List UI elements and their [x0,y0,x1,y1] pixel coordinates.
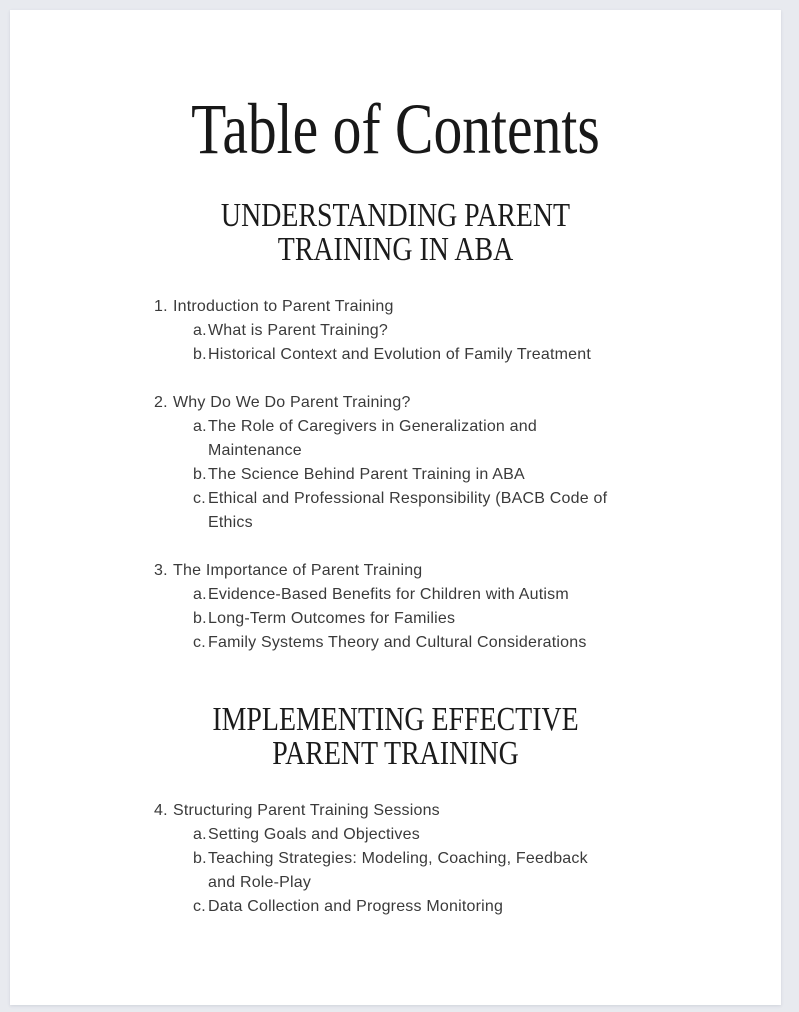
toc-continuation-line [10,871,781,895]
toc-entry-text: Setting Goals and Objectives [208,826,420,843]
toc-subentry [10,415,781,439]
section-heading-line: UNDERSTANDING PARENT [220,197,571,234]
section-heading-line: PARENT TRAINING [272,735,519,772]
toc-entry-text: Ethical and Professional Responsibility (BACB Code of [208,490,608,507]
toc-group [10,295,781,367]
toc-entry [10,559,781,583]
toc-entry-marker: a. [193,826,207,843]
page-title: Table of Contents [191,89,600,169]
toc-entry-text: Introduction to Parent Training [173,298,394,315]
toc-section [10,703,781,919]
document-page [10,10,781,1005]
toc-entry-text: Historical Context and Evolution of Family Treatment [208,346,592,363]
toc-entry-text: Why Do We Do Parent Training? [173,394,411,411]
toc-entry-text: Structuring Parent Training Sessions [173,802,440,819]
toc-entry-text: Long-Term Outcomes for Families [208,610,456,627]
toc-entry-marker: 2. [154,394,168,411]
toc-entry [10,295,781,319]
toc-entry-text: Evidence-Based Benefits for Children with Autism [208,586,569,603]
toc-continuation-line [10,511,781,535]
toc-entry-marker: a. [193,322,207,339]
toc-group [10,391,781,535]
toc-entry-text: Maintenance [208,442,302,459]
toc-subentry [10,463,781,487]
section-heading-line: IMPLEMENTING EFFECTIVE [212,701,579,738]
toc-entry-marker: b. [193,610,207,627]
section-heading-line: TRAINING IN ABA [277,231,514,268]
toc-subentry [10,487,781,511]
toc-entry-marker: b. [193,346,207,363]
toc-entry-text: Family Systems Theory and Cultural Considerations [208,634,587,651]
toc-entry-text: Teaching Strategies: Modeling, Coaching, Feedback [208,850,588,867]
toc-group [10,559,781,655]
toc-subentry [10,343,781,367]
toc-subentry [10,823,781,847]
toc-entry-text: The Role of Caregivers in Generalization and [208,418,537,435]
toc-subentry [10,847,781,871]
toc-entry-marker: b. [193,850,207,867]
toc-entry [10,391,781,415]
toc-subentry [10,319,781,343]
toc-entry-text: and Role-Play [208,874,312,891]
toc-entry-text: Data Collection and Progress Monitoring [208,898,504,915]
toc-entry-marker: 1. [154,298,168,315]
toc-subentry [10,607,781,631]
section-heading [10,199,781,267]
toc-entry-text: What is Parent Training? [208,322,388,339]
toc-entry-text: The Importance of Parent Training [173,562,423,579]
toc-entry-marker: b. [193,466,207,483]
toc-entry [10,799,781,823]
sections-root [10,199,781,919]
toc-entry-marker: 3. [154,562,168,579]
toc-subentry [10,895,781,919]
toc-group [10,799,781,919]
toc-entry-marker: c. [193,898,206,915]
toc-entry-marker: 4. [154,802,168,819]
section-heading [10,703,781,771]
toc-entry-text: Ethics [208,514,253,531]
toc-entry-marker: a. [193,418,207,435]
toc-continuation-line [10,439,781,463]
toc-section [10,199,781,655]
toc-entry-marker: a. [193,586,207,603]
toc-entry-marker: c. [193,490,206,507]
toc-subentry [10,583,781,607]
toc-entry-marker: c. [193,634,206,651]
toc-entry-text: The Science Behind Parent Training in ABA [208,466,525,483]
toc-subentry [10,631,781,655]
